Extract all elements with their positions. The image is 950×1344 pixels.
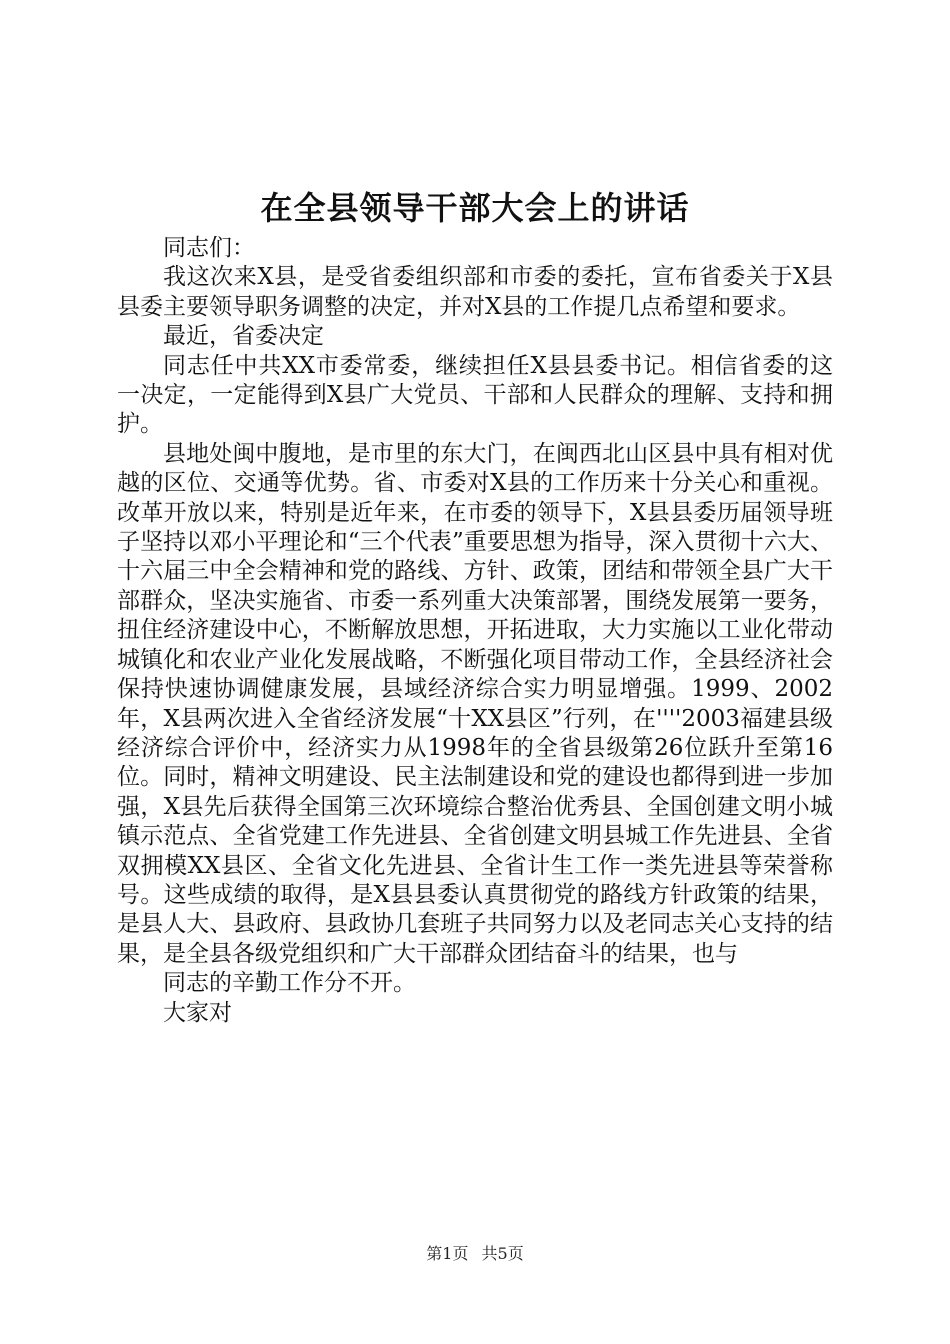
page-footer xyxy=(0,1243,950,1265)
page-number: 第1页 xyxy=(426,1244,469,1263)
page-total: 共5页 xyxy=(481,1244,524,1263)
document-body xyxy=(117,234,833,1028)
paragraph-greeting: 同志们： xyxy=(163,235,255,261)
paragraph-continuation: 大家对 xyxy=(163,999,232,1026)
paragraph-acknowledgement: 同志的辛勤工作分不开。 xyxy=(163,970,416,997)
paragraph-decision-intro: 最近，省委决定 xyxy=(163,323,324,350)
paragraph-purpose: 我这次来X县，是受省委组织部和市委的委托，宣布省委关于X县县委主要领导职务调整的决定，并对X县的工作提几点希望和要求。 xyxy=(117,264,833,320)
document-title: 在全县领导干部大会上的讲话 xyxy=(260,189,690,227)
paragraph-achievements: 县地处闽中腹地，是市里的东大门，在闽西北山区县中具有相对优越的区位、交通等优势。省、市委对X县的工作历来十分关心和重视。改革开放以来，特别是近年来，在市委的领导下，X县县委历届领导班子坚持以邓小平理论和“三个代表”重要思想为指导，深入贯彻十六大、十六届三中全会精神和党的路线、方针、政策，团结和带领全县广大干部群众，坚决实施省、市委一系列重大决策部署，围绕发展第一要务，扭住经济建设中心，不断解放思想，开拓进取，大力实施以工业化带动城镇化和农业产业化发展战略，不断强化项目带动工作，全县经济社会保持快速协调健康发展，县域经济综合实力明显增强。1999、2002年，X县两次进入全省经济发展“十XX县区”行列，在''''2003福建县级经济综合评价中，经济实力从1998年的全省县级第26位跃升至第16位。同时，精神文明建设、民主法制建设和党的建设也都得到进一步加强，X县先后获得全国第三次环境综合整治优秀县、全国创建文明小城镇示范点、全省党建工作先进县、全省创建文明县城工作先进县、全省双拥模XX县区、全省文化先进县、全省计生工作一类先进县等荣誉称号。这些成绩的取得，是X县县委认真贯彻党的路线方针政策的结果，是县人大、县政府、县政协几套班子共同努力以及老同志关心支持的结果，是全县各级党组织和广大干部群众团结奋斗的结果，也与 xyxy=(117,440,833,967)
paragraph-appointment: 同志任中共XX市委常委，继续担任X县县委书记。相信省委的这一决定，一定能得到X县广大党员、干部和人民群众的理解、支持和拥护。 xyxy=(117,352,833,438)
